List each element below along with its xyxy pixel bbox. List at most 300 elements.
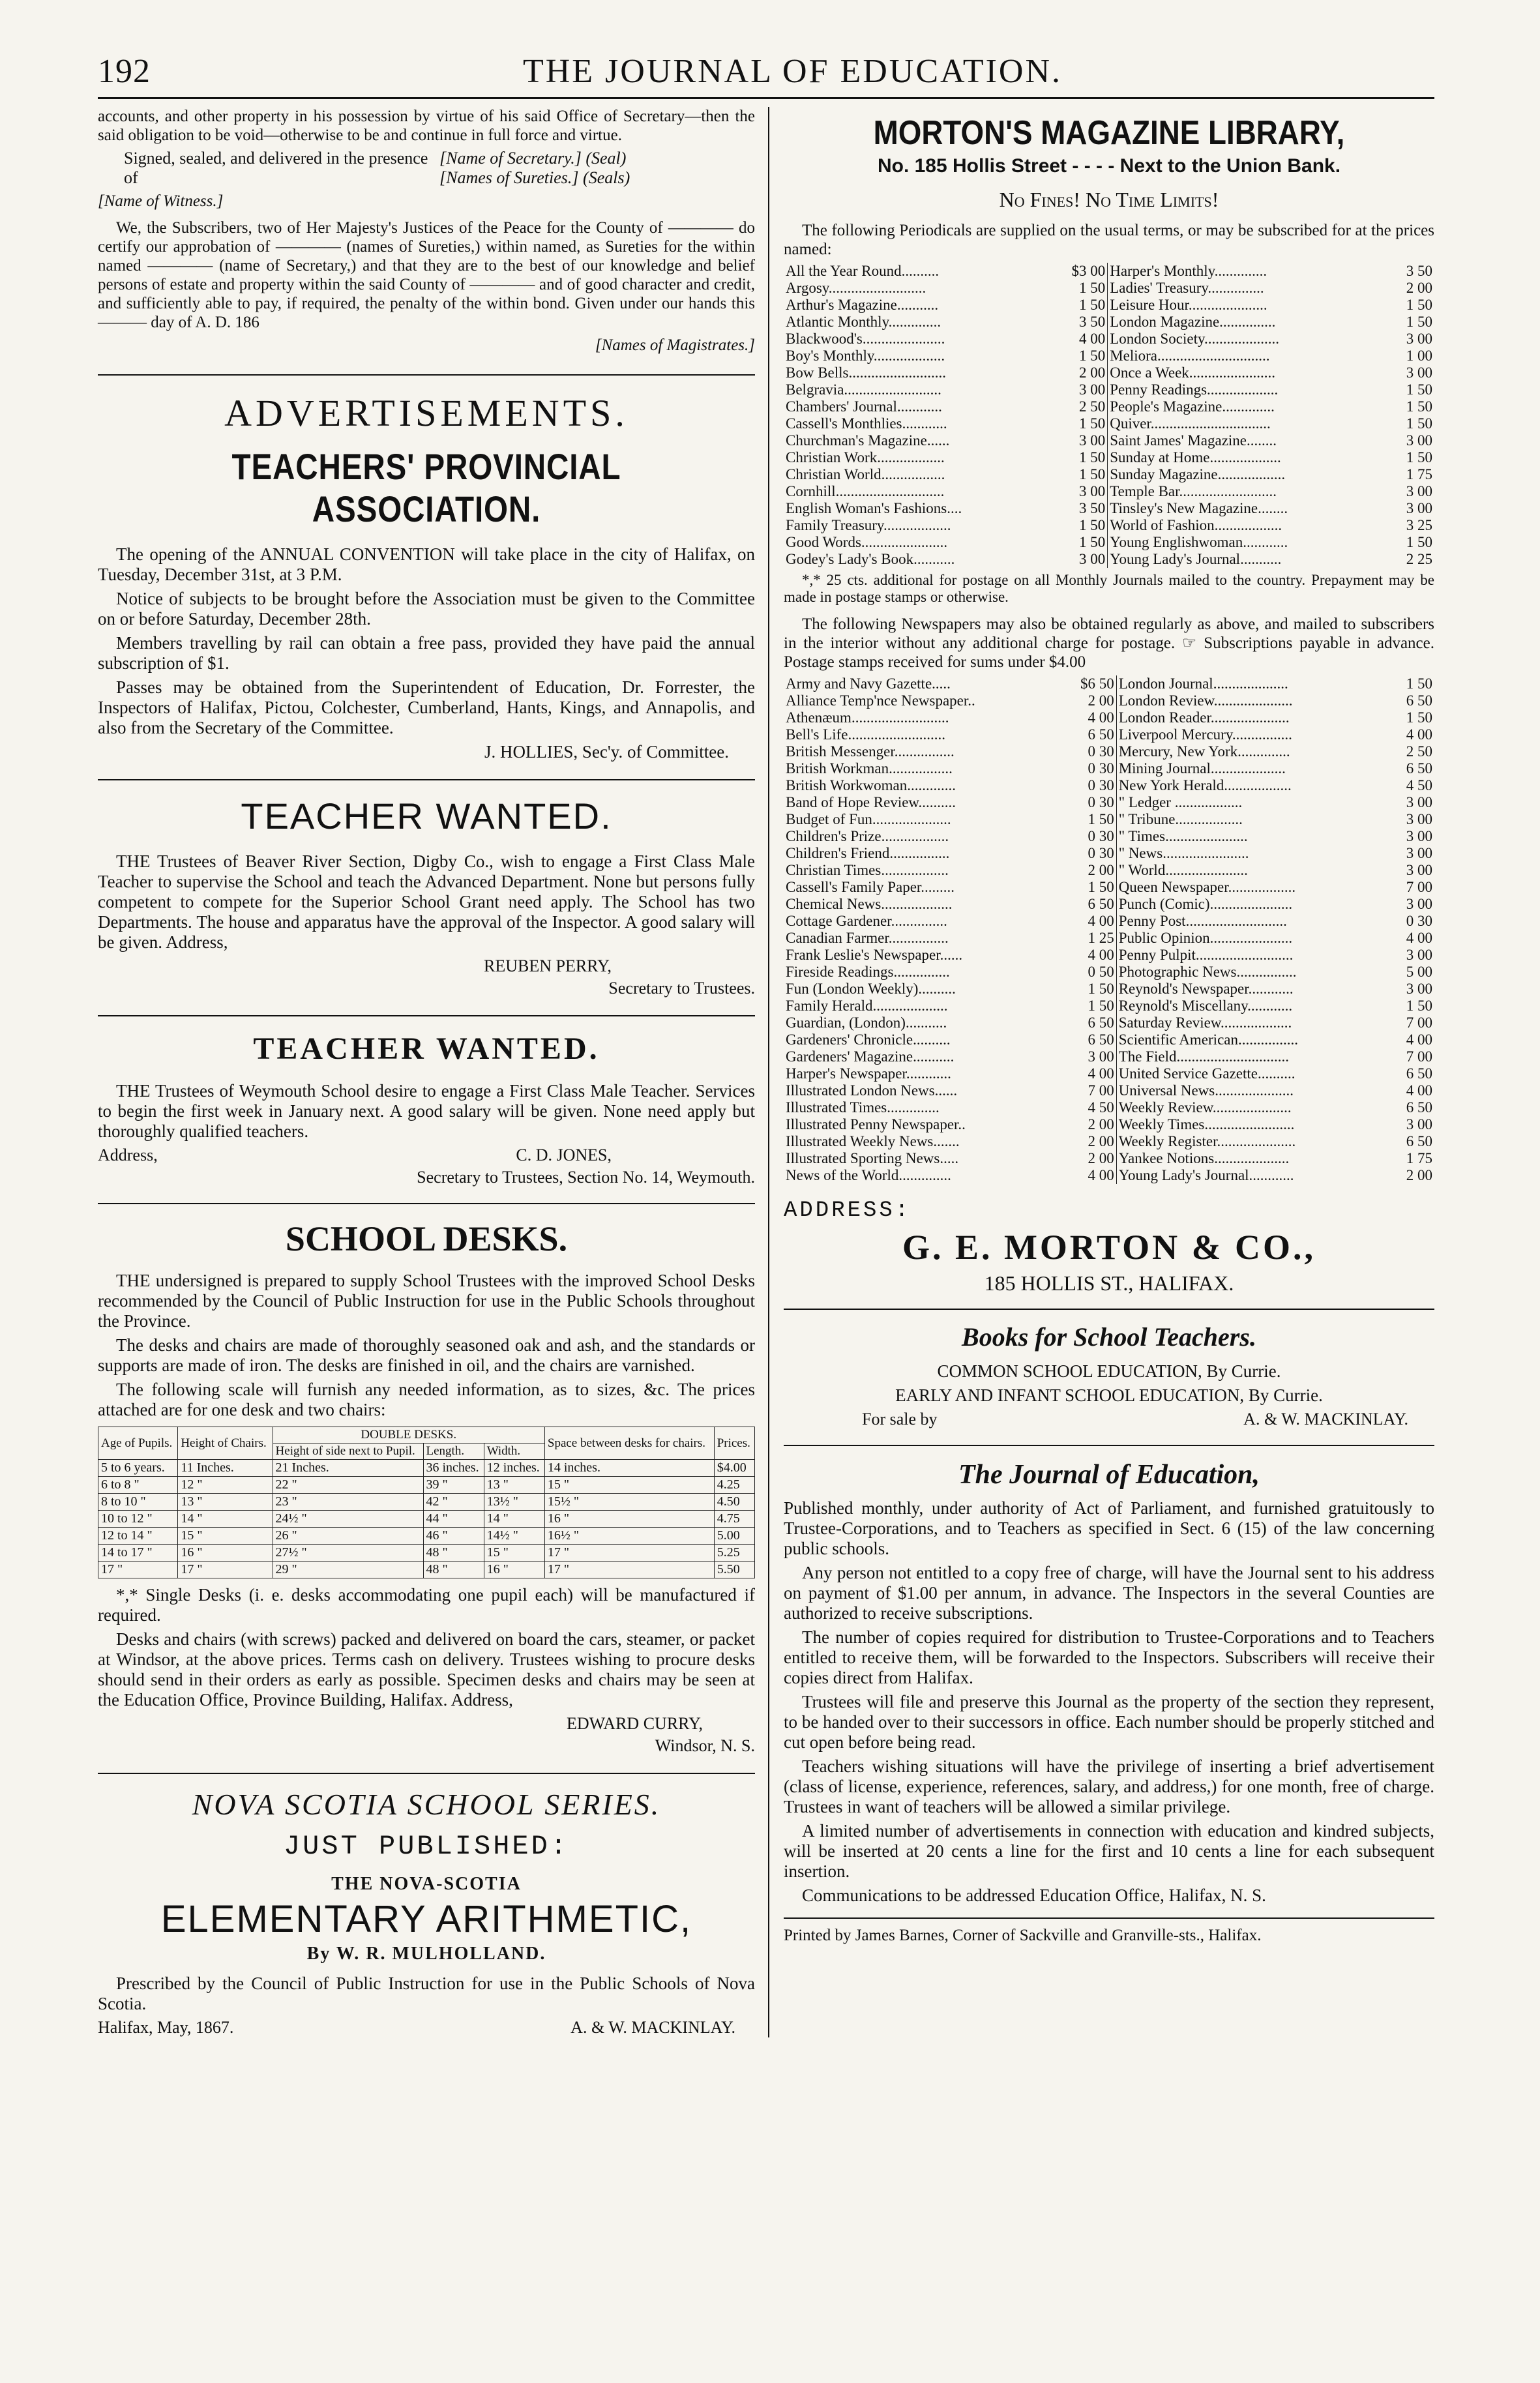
item-price: 3 00 bbox=[1058, 483, 1108, 500]
item-price: 4 00 bbox=[1058, 331, 1108, 348]
list-item bbox=[784, 364, 1434, 381]
books-seller: A. & W. MACKINLAY. bbox=[1243, 1410, 1408, 1428]
item-title: London Review..................... bbox=[1118, 692, 1293, 709]
signed-right bbox=[439, 149, 755, 188]
list-item bbox=[784, 381, 1434, 398]
table-cell: 5 to 6 years. bbox=[98, 1460, 178, 1477]
item-title: Godey's Lady's Book........... bbox=[786, 551, 955, 567]
journal-para-5: Teachers wishing situations will have the privilege of inserting a brief advertisement (class of license, experience, references, salary, and address,) for one month, free of charge. Trustees in want of teachers will be allowed a similar privilege. bbox=[784, 1756, 1434, 1816]
item-title: Guardian, (London)........... bbox=[786, 1014, 947, 1031]
item-price: 0 30 bbox=[1067, 828, 1117, 845]
item-price: 1 50 bbox=[1058, 348, 1108, 364]
item-price: 1 50 bbox=[1067, 981, 1117, 998]
item-title: Gardeners' Chronicle.......... bbox=[786, 1031, 951, 1048]
item-price: 1 75 bbox=[1406, 466, 1432, 482]
postage-note: *,* 25 cts. additional for postage on all Monthly Journals mailed to the country. Prepayment may be made in postage stamps or otherwise. bbox=[784, 572, 1434, 605]
list-item bbox=[784, 280, 1434, 297]
table-cell: 13 " bbox=[178, 1494, 273, 1511]
list-item bbox=[784, 777, 1434, 794]
item-price: 3 50 bbox=[1406, 263, 1432, 279]
tpa-para-1: The opening of the ANNUAL CONVENTION will take place in the city of Halifax, on Tuesday, December 31st, at 3 P.M. bbox=[98, 544, 755, 584]
item-title: Once a Week....................... bbox=[1110, 364, 1276, 381]
item-price: 1 50 bbox=[1406, 709, 1432, 726]
table-row bbox=[98, 1511, 755, 1528]
table-cell: 12 inches. bbox=[484, 1460, 544, 1477]
journal-para-6: A limited number of advertisements in connection with education and kindred subjects, will be inserted at 20 cents a line for the first and 10 cents a line for each subsequent insertion. bbox=[784, 1821, 1434, 1881]
list-item bbox=[784, 726, 1434, 743]
item-title: Atlantic Monthly.............. bbox=[786, 314, 941, 330]
item-price: 3 00 bbox=[1058, 551, 1108, 568]
table-cell: 13 " bbox=[484, 1477, 544, 1494]
signed-secretary: [Name of Secretary.] (Seal) bbox=[439, 149, 627, 168]
list-item bbox=[784, 794, 1434, 811]
item-title: London Reader..................... bbox=[1118, 709, 1290, 726]
arithmetic-publisher: A. & W. MACKINLAY. bbox=[570, 2018, 735, 2037]
table-cell: 5.25 bbox=[714, 1545, 754, 1562]
books-sale-row bbox=[784, 1410, 1434, 1429]
no-fines-line: No Fines! No Time Limits! bbox=[999, 188, 1219, 211]
item-title: Sunday at Home................... bbox=[1110, 449, 1281, 466]
item-title: " World...................... bbox=[1118, 862, 1248, 878]
teacher-wanted-heading-2: TEACHER WANTED. bbox=[98, 1015, 755, 1067]
item-title: " Ledger .................. bbox=[1118, 794, 1243, 810]
list-item bbox=[784, 263, 1434, 280]
list-item bbox=[784, 896, 1434, 913]
signed-sureties: [Names of Sureties.] (Seals) bbox=[439, 168, 630, 187]
list-item bbox=[784, 1167, 1434, 1184]
item-title: People's Magazine.............. bbox=[1110, 398, 1275, 415]
table-cell: 12 to 14 " bbox=[98, 1528, 178, 1545]
item-title: Christian Work.................. bbox=[786, 449, 945, 466]
item-title: Sunday Magazine.................. bbox=[1110, 466, 1286, 482]
newspapers-table bbox=[784, 675, 1434, 1184]
item-price: 4 00 bbox=[1067, 913, 1117, 930]
ge-morton-heading: G. E. MORTON & CO., bbox=[902, 1228, 1316, 1267]
arithmetic-footer bbox=[98, 2018, 755, 2037]
item-price: 1 50 bbox=[1406, 415, 1432, 432]
desks-name: EDWARD CURRY, bbox=[566, 1714, 703, 1733]
item-title: Cottage Gardener............... bbox=[786, 913, 947, 929]
item-price: 1 75 bbox=[1406, 1150, 1432, 1166]
item-title: Temple Bar.......................... bbox=[1110, 483, 1277, 499]
table-cell: 16½ " bbox=[544, 1528, 714, 1545]
item-title: Illustrated London News...... bbox=[786, 1082, 958, 1099]
item-title: Ladies' Treasury............... bbox=[1110, 280, 1264, 296]
item-title: Young Lady's Journal............ bbox=[1118, 1167, 1294, 1183]
teacher-wanted-text-2: THE Trustees of Weymouth School desire to engage a First Class Male Teacher. Services to begin the first week in January next. A good salary will be given. None need apply but thoroughly qualified teachers. bbox=[98, 1081, 755, 1141]
item-title: Alliance Temp'nce Newspaper.. bbox=[786, 692, 975, 709]
table-cell: 12 " bbox=[178, 1477, 273, 1494]
table-cell: 39 " bbox=[423, 1477, 484, 1494]
list-item bbox=[784, 692, 1434, 709]
item-title: Reynold's Newspaper............ bbox=[1118, 981, 1294, 997]
item-title: Penny Post........................... bbox=[1118, 913, 1287, 929]
item-price: 3 00 bbox=[1406, 331, 1432, 347]
table-cell: 36 inches. bbox=[423, 1460, 484, 1477]
page-number: 192 bbox=[98, 53, 151, 90]
table-cell: 24½ " bbox=[273, 1511, 423, 1528]
bond-text: accounts, and other property in his possession by virtue of his said Office of Secretary—then the said obligation to be void—otherwise to be and continue in full force and virtue. bbox=[98, 108, 755, 144]
list-item bbox=[784, 1014, 1434, 1031]
journal-para-4: Trustees will file and preserve this Journal as the property of the section they represent, to be handed over to their successors in office. Each number should be properly stitched and cut open before being read. bbox=[784, 1692, 1434, 1752]
item-title: Fireside Readings............... bbox=[786, 964, 950, 980]
item-title: Band of Hope Review.......... bbox=[786, 794, 956, 810]
list-item bbox=[784, 998, 1434, 1014]
item-price: 3 00 bbox=[1406, 896, 1432, 912]
table-cell: 14 inches. bbox=[544, 1460, 714, 1477]
item-title: Mercury, New York.............. bbox=[1118, 743, 1290, 760]
table-header: Age of Pupils. bbox=[98, 1427, 178, 1460]
item-price: 3 00 bbox=[1067, 1048, 1117, 1065]
arithmetic-text: Prescribed by the Council of Public Instruction for use in the Public Schools of Nova Scotia. bbox=[98, 1974, 755, 2013]
item-price: 2 00 bbox=[1067, 1133, 1117, 1150]
item-price: 7 00 bbox=[1067, 1082, 1117, 1099]
item-price: 2 00 bbox=[1067, 862, 1117, 879]
item-title: Public Opinion...................... bbox=[1118, 930, 1293, 946]
list-item bbox=[784, 1082, 1434, 1099]
list-item bbox=[784, 709, 1434, 726]
table-cell: 17 " bbox=[178, 1562, 273, 1578]
list-item bbox=[784, 534, 1434, 551]
item-price: 1 50 bbox=[1058, 517, 1108, 534]
desks-para-1: THE undersigned is prepared to supply School Trustees with the improved School Desks recommended by the Council of Public Instruction for use in the Public Schools throughout the Province. bbox=[98, 1271, 755, 1331]
nova-scotia-series-heading: NOVA SCOTIA SCHOOL SERIES. bbox=[98, 1773, 755, 1822]
tpa-para-2: Notice of subjects to be brought before the Association must be given to the Committee on or before Saturday, December 28th. bbox=[98, 589, 755, 629]
advertisements-heading: ADVERTISEMENTS. bbox=[98, 374, 755, 435]
list-item bbox=[784, 398, 1434, 415]
arithmetic-heading: ELEMENTARY ARITHMETIC, bbox=[160, 1898, 692, 1940]
journal-para-3: The number of copies required for distribution to Trustee-Corporations and to Teachers entitled to receive them, will be forwarded to the Inspectors. Subscribers will receive their copies direct from Halifax. bbox=[784, 1627, 1434, 1687]
teacher-wanted-address-label: Address, bbox=[98, 1146, 158, 1164]
item-title: Mining Journal.................... bbox=[1118, 760, 1286, 777]
list-item bbox=[784, 348, 1434, 364]
item-title: London Journal.................... bbox=[1118, 675, 1288, 692]
item-title: Photographic News................ bbox=[1118, 964, 1297, 980]
periodicals-table-body bbox=[784, 263, 1434, 568]
table-cell: 15 " bbox=[178, 1528, 273, 1545]
nova-scotia-subheading: THE NOVA-SCOTIA bbox=[331, 1874, 522, 1894]
table-row bbox=[98, 1545, 755, 1562]
item-price: 3 00 bbox=[1406, 364, 1432, 381]
table-cell: 48 " bbox=[423, 1545, 484, 1562]
item-price: 2 25 bbox=[1406, 551, 1432, 567]
ge-morton-address: 185 HOLLIS ST., HALIFAX. bbox=[984, 1271, 1234, 1295]
item-price: 4 00 bbox=[1406, 930, 1432, 946]
tpa-para-4: Passes may be obtained from the Superintendent of Education, Dr. Forrester, the Inspectors of Halifax, Pictou, Colchester, Cumberland, Hants, Kings, and Annapolis, and also from the Secretary of the Committee. bbox=[98, 677, 755, 737]
address-heading: ADDRESS: bbox=[784, 1198, 911, 1223]
desks-table-body bbox=[98, 1460, 755, 1578]
journal-para-7: Communications to be addressed Education Office, Halifax, N. S. bbox=[802, 1886, 1266, 1905]
item-price: 3 00 bbox=[1406, 483, 1432, 499]
table-cell: 21 Inches. bbox=[273, 1460, 423, 1477]
item-price: 6 50 bbox=[1067, 1014, 1117, 1031]
table-cell: 5.50 bbox=[714, 1562, 754, 1578]
item-title: English Woman's Fashions.... bbox=[786, 500, 962, 516]
item-price: 2 00 bbox=[1058, 364, 1108, 381]
list-item bbox=[784, 517, 1434, 534]
table-cell: 14 " bbox=[484, 1511, 544, 1528]
item-title: World of Fashion.................. bbox=[1110, 517, 1282, 533]
list-item bbox=[784, 862, 1434, 879]
item-title: British Workwoman............. bbox=[786, 777, 956, 793]
item-price: 3 00 bbox=[1406, 432, 1432, 449]
item-price: 6 50 bbox=[1067, 896, 1117, 913]
table-cell: 16 " bbox=[178, 1545, 273, 1562]
item-price: $3 00 bbox=[1058, 263, 1108, 280]
table-cell: 26 " bbox=[273, 1528, 423, 1545]
desks-para-4: Desks and chairs (with screws) packed and delivered on board the cars, steamer, or packet at Windsor, at the above prices. Terms cash on delivery. Trustees wishing to procure desks should send in their orders as early as possible. Specimen desks and chairs may be seen at the Education Office, Province Building, Halifax. Address, bbox=[98, 1629, 755, 1710]
item-title: Boy's Monthly................... bbox=[786, 348, 945, 364]
item-title: Penny Readings................... bbox=[1110, 381, 1279, 398]
list-item bbox=[784, 449, 1434, 466]
item-title: The Field.............................. bbox=[1118, 1048, 1289, 1065]
item-title: Christian World................. bbox=[786, 466, 945, 482]
item-title: " Tribune.................. bbox=[1118, 811, 1243, 827]
item-price: 1 50 bbox=[1406, 998, 1432, 1014]
item-title: Illustrated Times.............. bbox=[786, 1099, 940, 1116]
table-cell: 48 " bbox=[423, 1562, 484, 1578]
item-price: 3 00 bbox=[1406, 500, 1432, 516]
item-price: 3 00 bbox=[1406, 1116, 1432, 1132]
item-price: 3 50 bbox=[1058, 500, 1108, 517]
page-header bbox=[98, 52, 1434, 99]
list-item bbox=[784, 828, 1434, 845]
table-cell: 22 " bbox=[273, 1477, 423, 1494]
item-price: 1 50 bbox=[1406, 297, 1432, 313]
item-price: 4 50 bbox=[1406, 777, 1432, 793]
item-price: 1 50 bbox=[1058, 297, 1108, 314]
item-price: 4 00 bbox=[1406, 726, 1432, 743]
item-title: Illustrated Weekly News....... bbox=[786, 1133, 960, 1149]
table-group-header: DOUBLE DESKS. bbox=[273, 1427, 544, 1443]
item-price: 2 00 bbox=[1067, 1150, 1117, 1167]
item-title: Family Treasury.................. bbox=[786, 517, 951, 533]
arithmetic-author: By W. R. MULHOLLAND. bbox=[306, 1944, 546, 1964]
item-price: 1 25 bbox=[1067, 930, 1117, 947]
item-price: 3 00 bbox=[1406, 828, 1432, 844]
item-price: 0 30 bbox=[1067, 743, 1117, 760]
list-item bbox=[784, 879, 1434, 896]
newspapers-intro: The following Newspapers may also be obtained regularly as above, and mailed to subscribers in the interior without any additional charge for postage. ☞ Subscriptions payable in advance. Postage stamps received for sums under $4.00 bbox=[784, 615, 1434, 671]
table-row bbox=[98, 1528, 755, 1545]
item-title: Saturday Review................... bbox=[1118, 1014, 1292, 1031]
list-item bbox=[784, 1048, 1434, 1065]
list-item bbox=[784, 415, 1434, 432]
item-title: Illustrated Sporting News..... bbox=[786, 1150, 959, 1166]
item-title: Churchman's Magazine...... bbox=[786, 432, 950, 449]
table-header: Prices. bbox=[714, 1427, 754, 1460]
item-price: 6 50 bbox=[1406, 760, 1432, 777]
table-cell: 15 " bbox=[484, 1545, 544, 1562]
list-item bbox=[784, 1065, 1434, 1082]
tpa-para-3: Members travelling by rail can obtain a free pass, provided they have paid the annual subscription of $1. bbox=[98, 633, 755, 673]
desks-para-3: The following scale will furnish any needed information, as to sizes, &c. The prices attached are for one desk and two chairs: bbox=[98, 1380, 755, 1419]
item-title: Argosy.......................... bbox=[786, 280, 926, 296]
item-title: Harper's Newspaper............ bbox=[786, 1065, 951, 1082]
item-price: 2 00 bbox=[1067, 1116, 1117, 1133]
item-price: 3 00 bbox=[1406, 947, 1432, 963]
item-price: 7 00 bbox=[1406, 1014, 1432, 1031]
item-price: 1 50 bbox=[1058, 449, 1108, 466]
item-price: 6 50 bbox=[1067, 726, 1117, 743]
item-title: Cassell's Family Paper......... bbox=[786, 879, 955, 895]
teacher-wanted-text-1: THE Trustees of Beaver River Section, Digby Co., wish to engage a First Class Male Teacher to supervise the School and teach the Advanced Department. None but persons fully competent to compete for the Superior School Grant need apply. The School has two Departments. The house and apparatus have the approval of the Inspector. A good salary will be given. Address, bbox=[98, 851, 755, 952]
signed-left: Signed, sealed, and delivered in the presence of bbox=[124, 149, 428, 187]
list-item bbox=[784, 1150, 1434, 1167]
table-cell: 6 to 8 " bbox=[98, 1477, 178, 1494]
item-title: Reynold's Miscellany............ bbox=[1118, 998, 1293, 1014]
item-title: Good Words....................... bbox=[786, 534, 948, 550]
item-price: 7 00 bbox=[1406, 1048, 1432, 1065]
book-2: EARLY AND INFANT SCHOOL EDUCATION, By Currie. bbox=[895, 1385, 1323, 1405]
table-cell: 4.50 bbox=[714, 1494, 754, 1511]
table-cell: 13½ " bbox=[484, 1494, 544, 1511]
list-item bbox=[784, 331, 1434, 348]
newspapers-table-body bbox=[784, 675, 1434, 1184]
item-title: Young Englishwoman............ bbox=[1110, 534, 1288, 550]
item-price: 1 00 bbox=[1406, 348, 1432, 364]
list-item bbox=[784, 500, 1434, 517]
item-title: Weekly Times........................ bbox=[1118, 1116, 1295, 1132]
table-cell: 15½ " bbox=[544, 1494, 714, 1511]
tpa-signature: J. HOLLIES, Sec'y. of Committee. bbox=[484, 742, 729, 762]
table-header: Width. bbox=[484, 1443, 544, 1460]
list-item bbox=[784, 483, 1434, 500]
item-title: " Times...................... bbox=[1118, 828, 1248, 844]
item-price: 0 30 bbox=[1067, 777, 1117, 794]
item-price: 3 00 bbox=[1058, 432, 1108, 449]
magistrates: [Names of Magistrates.] bbox=[595, 336, 755, 354]
table-header: Height of side next to Pupil. bbox=[273, 1443, 423, 1460]
just-published-heading: JUST PUBLISHED: bbox=[283, 1831, 570, 1862]
item-price: 2 50 bbox=[1406, 743, 1432, 760]
table-cell: 14 " bbox=[178, 1511, 273, 1528]
item-title: Yankee Notions.................... bbox=[1118, 1150, 1290, 1166]
item-title: Cornhill............................. bbox=[786, 483, 945, 499]
signature-block bbox=[98, 149, 755, 188]
table-cell: 17 " bbox=[98, 1562, 178, 1578]
right-column bbox=[769, 107, 1434, 2037]
teacher-wanted-address-row bbox=[98, 1146, 755, 1165]
table-cell: 14 to 17 " bbox=[98, 1545, 178, 1562]
tpa-heading: TEACHERS' PROVINCIAL ASSOCIATION. bbox=[231, 446, 621, 529]
list-item bbox=[784, 913, 1434, 930]
item-title: Athenæum.......................... bbox=[786, 709, 949, 726]
item-price: 1 50 bbox=[1406, 381, 1432, 398]
item-title: Children's Friend................ bbox=[786, 845, 950, 861]
journal-page bbox=[98, 52, 1434, 2295]
item-title: Bell's Life.......................... bbox=[786, 726, 945, 743]
item-title: Children's Prize.................. bbox=[786, 828, 949, 844]
item-price: 2 00 bbox=[1067, 692, 1117, 709]
printer-line: Printed by James Barnes, Corner of Sackville and Granville-sts., Halifax. bbox=[784, 1917, 1434, 1945]
page-title: THE JOURNAL OF EDUCATION. bbox=[522, 53, 1063, 90]
item-title: Liverpool Mercury................ bbox=[1118, 726, 1292, 743]
school-desks-heading: SCHOOL DESKS. bbox=[98, 1203, 755, 1259]
item-title: Belgravia.......................... bbox=[786, 381, 941, 398]
item-title: Tinsley's New Magazine........ bbox=[1110, 500, 1288, 516]
item-price: 6 50 bbox=[1067, 1031, 1117, 1048]
item-title: Frank Leslie's Newspaper...... bbox=[786, 947, 963, 963]
item-price: 0 30 bbox=[1067, 845, 1117, 862]
teacher-wanted-title-2: Secretary to Trustees, Section No. 14, Weymouth. bbox=[417, 1168, 755, 1187]
item-title: Family Herald.................... bbox=[786, 998, 948, 1014]
item-title: Queen Newspaper.................. bbox=[1118, 879, 1296, 895]
table-header: Height of Chairs. bbox=[178, 1427, 273, 1460]
journal-para-1: Published monthly, under authority of Act of Parliament, and furnished gratuitously to Trustee-Corporations, and to Teachers as specified in Sect. 6 (15) of the law concerning public schools. bbox=[784, 1498, 1434, 1558]
table-cell: 46 " bbox=[423, 1528, 484, 1545]
item-price: 0 50 bbox=[1067, 964, 1117, 981]
list-item bbox=[784, 314, 1434, 331]
desks-note: *,* Single Desks (i. e. desks accommodating one pupil each) will be manufactured if required. bbox=[98, 1585, 755, 1625]
table-cell: $4.00 bbox=[714, 1460, 754, 1477]
table-cell: 10 to 12 " bbox=[98, 1511, 178, 1528]
table-cell: 44 " bbox=[423, 1511, 484, 1528]
list-item bbox=[784, 760, 1434, 777]
teacher-wanted-name-1: REUBEN PERRY, bbox=[483, 956, 612, 975]
item-title: Weekly Register..................... bbox=[1118, 1133, 1296, 1149]
item-title: Army and Navy Gazette..... bbox=[786, 675, 951, 692]
item-price: 4 00 bbox=[1067, 709, 1117, 726]
item-title: Harper's Monthly.............. bbox=[1110, 263, 1267, 279]
list-item bbox=[784, 743, 1434, 760]
item-title: Gardeners' Magazine........... bbox=[786, 1048, 955, 1065]
teacher-wanted-name-2: C. D. JONES, bbox=[516, 1146, 612, 1164]
item-price: 6 50 bbox=[1406, 1065, 1432, 1082]
item-title: Punch (Comic)...................... bbox=[1118, 896, 1293, 912]
table-row bbox=[98, 1460, 755, 1477]
table-cell: 11 Inches. bbox=[178, 1460, 273, 1477]
book-1: COMMON SCHOOL EDUCATION, By Currie. bbox=[937, 1361, 1281, 1381]
item-price: 0 30 bbox=[1406, 913, 1432, 929]
table-row bbox=[98, 1477, 755, 1494]
witness: [Name of Witness.] bbox=[98, 192, 224, 210]
item-price: 3 00 bbox=[1406, 862, 1432, 878]
list-item bbox=[784, 551, 1434, 568]
item-title: United Service Gazette.......... bbox=[1118, 1065, 1296, 1082]
item-price: 6 50 bbox=[1406, 692, 1432, 709]
item-title: Meliora.............................. bbox=[1110, 348, 1270, 364]
item-price: 0 30 bbox=[1067, 760, 1117, 777]
item-price: 2 50 bbox=[1058, 398, 1108, 415]
desks-para-2: The desks and chairs are made of thoroughly seasoned oak and ash, and the standards or supports are made of iron. The desks are finished in oil, and the chairs are varnished. bbox=[98, 1335, 755, 1375]
list-item bbox=[784, 466, 1434, 483]
item-title: News of the World.............. bbox=[786, 1167, 951, 1183]
teacher-wanted-title-1: Secretary to Trustees. bbox=[608, 979, 755, 998]
table-cell: 5.00 bbox=[714, 1528, 754, 1545]
item-title: Universal News..................... bbox=[1118, 1082, 1294, 1099]
item-title: London Magazine............... bbox=[1110, 314, 1276, 330]
item-price: 3 00 bbox=[1406, 845, 1432, 861]
item-price: 1 50 bbox=[1058, 466, 1108, 483]
list-item bbox=[784, 1116, 1434, 1133]
table-cell: 17 " bbox=[544, 1562, 714, 1578]
item-title: British Messenger................ bbox=[786, 743, 955, 760]
item-price: 7 00 bbox=[1406, 879, 1432, 895]
item-title: Weekly Review..................... bbox=[1118, 1099, 1292, 1116]
item-price: 1 50 bbox=[1406, 675, 1432, 692]
item-title: Illustrated Penny Newspaper.. bbox=[786, 1116, 966, 1132]
item-price: 0 30 bbox=[1067, 794, 1117, 811]
list-item bbox=[784, 981, 1434, 998]
item-price: 1 50 bbox=[1067, 811, 1117, 828]
item-price: 5 00 bbox=[1406, 964, 1432, 980]
books-heading: Books for School Teachers. bbox=[784, 1309, 1434, 1352]
books-sale-label: For sale by bbox=[862, 1410, 938, 1428]
list-item bbox=[784, 947, 1434, 964]
item-title: New York Herald.................. bbox=[1118, 777, 1292, 793]
list-item bbox=[784, 1031, 1434, 1048]
